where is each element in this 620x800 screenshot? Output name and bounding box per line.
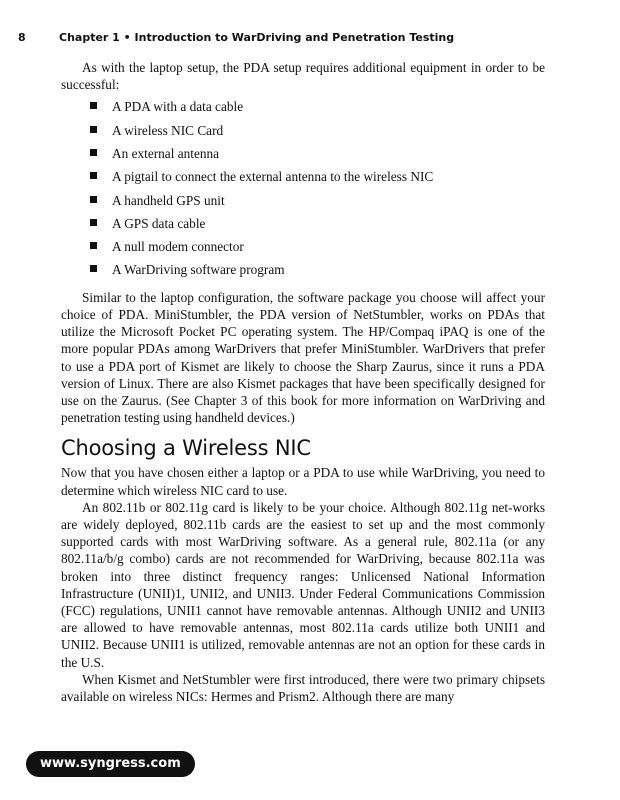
list-item-text: A null modem connector (112, 239, 244, 255)
square-bullet-icon (90, 126, 97, 133)
page-header (18, 31, 590, 47)
page-body (61, 59, 545, 705)
list-item-text: A GPS data cable (112, 215, 206, 231)
list-item (61, 215, 545, 238)
section-paragraph-chipsets: When Kismet and NetStumbler were first introduced, there were two primary chipsets available on wireless NICs: Hermes and Prism2. Although there are many (61, 671, 545, 705)
list-item-text: An external antenna (112, 146, 220, 161)
section-paragraph-intro: Now that you have chosen either a laptop or a PDA to use while WarDriving, you need to determine which wireless NIC card to use. (61, 465, 545, 498)
software-paragraph: Similar to the laptop configuration, the software package you choose will affect your choice of PDA. MiniStumbler, the PDA version of NetStumbler, works on PDAs that utilize the Microsoft Pocket PC operating system. The HP/Compaq iPAQ is one of the more popular PDAs among WarDrivers that prefer MiniStumbler. WarDrivers that prefer to use a PDA port of Kismet are likely to choose the Sharp Zaurus, since it runs a PDA version of Linux. There are also Kismet packages that have been specifically designed for use on the Zaurus. (See Chapter 3 of this book for more information on WarDriving and penetration testing using handheld devices.) (61, 289, 545, 426)
square-bullet-icon (90, 196, 97, 203)
section-heading: Choosing a Wireless NIC (61, 436, 311, 461)
intro-paragraph: As with the laptop setup, the PDA setup requires additional equipment in order to be successful: (61, 60, 545, 93)
square-bullet-icon (90, 219, 97, 226)
square-bullet-icon (90, 265, 97, 272)
list-item (61, 261, 545, 284)
list-item-text: A wireless NIC Card (112, 122, 224, 138)
equipment-list (61, 98, 545, 284)
square-bullet-icon (90, 242, 97, 249)
list-item-text: A WarDriving software program (112, 262, 285, 278)
square-bullet-icon (90, 172, 97, 179)
square-bullet-icon (90, 102, 97, 109)
page-number: 8 (18, 31, 26, 44)
running-head: Chapter 1 • Introduction to WarDriving and Penetration Testing (59, 31, 455, 44)
section-paragraph-802-11: An 802.11b or 802.11g card is likely to be your choice. Although 802.11g net-works are widely deployed, 802.11b cards are the easiest to set up and the most commonly supported cards with most WarDriving software. As a general rule, 802.11a (or any 802.11a/b/g combo) cards are not recommended for WarDriving, because 802.11a was broken into three distinct frequency ranges: Unlicensed National Information Infrastructure (UNII)1, UNII2, and UNII3. Under Federal Communications Commission (FCC) regulations, UNII1 cannot have removable antennas. Although UNII2 and UNII3 are allowed to have removable antennas, most 802.11a cards utilize both UNII1 and UNII2. Because UNII1 is utilized, removable antennas are not an option for these cards in the U.S. (61, 499, 545, 670)
list-item (61, 122, 545, 145)
list-item-text: A handheld GPS unit (112, 192, 225, 208)
list-item (61, 145, 545, 168)
list-item (61, 192, 545, 215)
list-item-text: A PDA with a data cable (112, 99, 244, 115)
square-bullet-icon (90, 149, 97, 156)
list-item (61, 238, 545, 261)
list-item (61, 168, 545, 191)
list-item-text: A pigtail to connect the external antenna to the wireless NIC (112, 169, 434, 185)
list-item (61, 98, 545, 121)
website-badge: www.syngress.com (26, 751, 195, 777)
